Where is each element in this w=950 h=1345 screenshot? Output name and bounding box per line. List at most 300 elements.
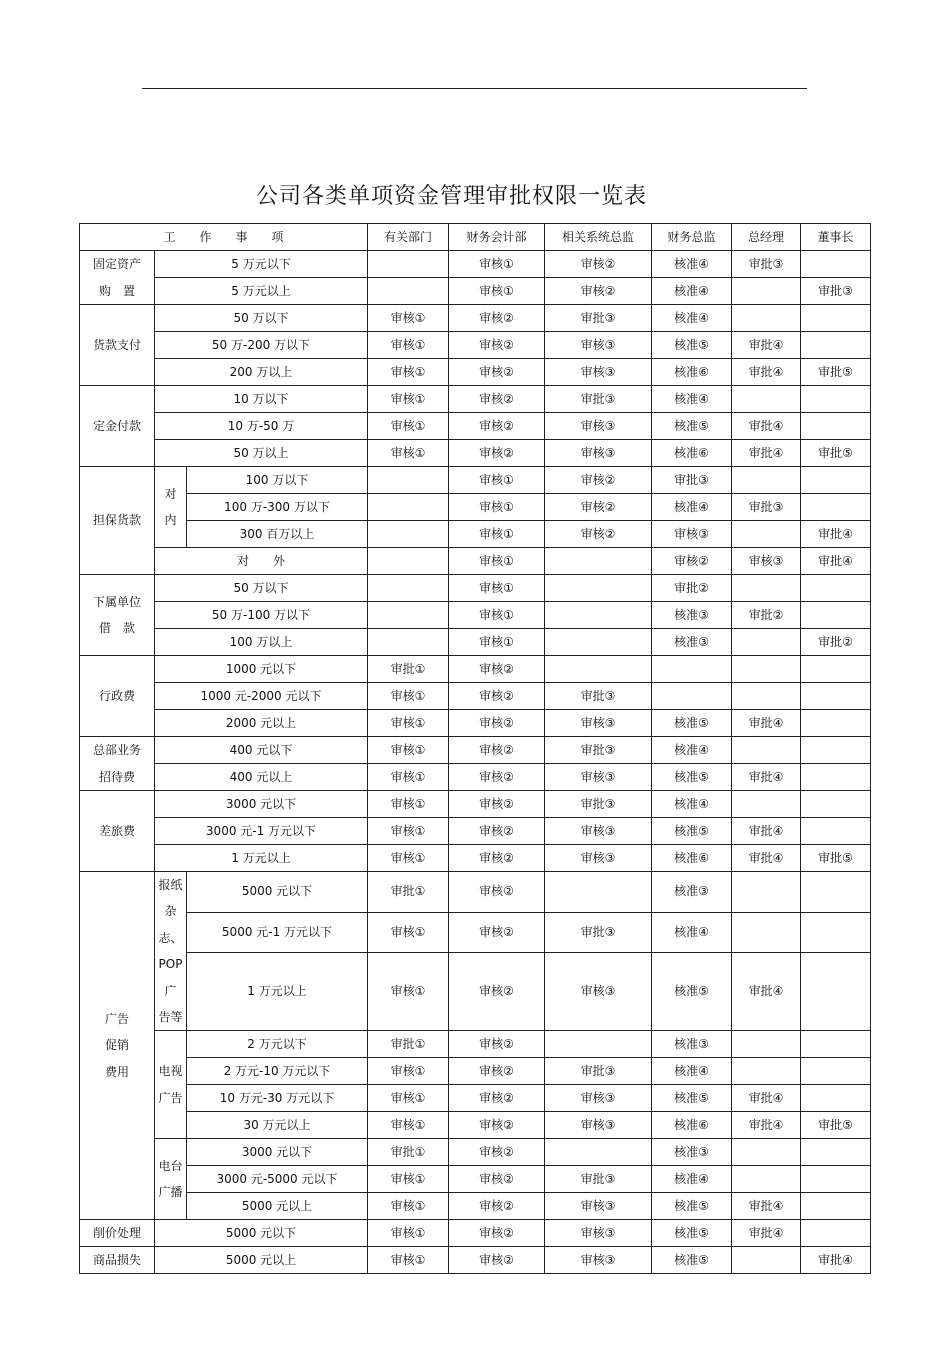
table-row [80,386,871,413]
table-cell: 审批④ [801,521,871,548]
table-cell [732,791,801,818]
table-cell: 1000 元以下 [155,656,368,683]
top-rule [142,88,807,89]
table-cell: 审核② [449,1058,545,1085]
table-cell: 行政费 [80,656,155,737]
table-cell: 审核① [368,1166,449,1193]
table-cell [368,548,449,575]
table-cell: 审批④ [732,359,801,386]
table-cell: 审核② [449,413,545,440]
table-cell: 300 百万以上 [187,521,368,548]
table-row [80,912,871,953]
table-cell: 审核① [368,386,449,413]
table-row [80,1085,871,1112]
table-cell: 审核② [449,359,545,386]
table-cell [732,575,801,602]
table-cell: 审核③ [545,413,652,440]
table-cell: 2000 元以上 [155,710,368,737]
table-row [80,575,871,602]
table-cell: 货款支付 [80,305,155,386]
table-cell [545,602,652,629]
table-cell [368,278,449,305]
table-body [80,251,871,1274]
table-cell: 核准⑤ [652,332,732,359]
table-cell: 对 内 [155,467,187,548]
table-cell [545,629,652,656]
table-cell: 审核① [368,912,449,953]
table-cell: 10 万-50 万 [155,413,368,440]
table-cell: 审核① [449,548,545,575]
table-cell: 核准④ [652,912,732,953]
table-cell: 固定资产 购 置 [80,251,155,305]
table-cell: 审核③ [545,1193,652,1220]
table-cell: 5000 元以下 [187,872,368,913]
table-cell: 核准⑤ [652,1085,732,1112]
table-cell: 审核① [368,845,449,872]
table-cell: 审批④ [732,1220,801,1247]
table-cell [801,912,871,953]
table-cell [732,683,801,710]
table-cell [732,1166,801,1193]
table-cell [801,1193,871,1220]
table-cell: 审核③ [652,521,732,548]
table-cell: 审核② [449,912,545,953]
table-cell: 审批④ [732,1112,801,1139]
table-cell: 审核① [368,953,449,1031]
table-cell: 5000 元以上 [155,1247,368,1274]
table-cell: 审批④ [732,818,801,845]
table-cell: 审批③ [545,1166,652,1193]
table-cell [801,305,871,332]
table-cell: 5 万元以上 [155,278,368,305]
table-cell: 核准⑤ [652,764,732,791]
table-cell: 审核① [449,602,545,629]
table-cell: 核准④ [652,386,732,413]
table-row [80,737,871,764]
table-cell: 审核② [449,764,545,791]
table-cell: 审批③ [545,912,652,953]
header-cell-cfo: 财务总监 [652,224,732,251]
table-cell: 核准⑥ [652,359,732,386]
table-cell: 审核① [368,305,449,332]
table-cell [801,791,871,818]
table-cell: 审核① [449,494,545,521]
table-cell: 审核② [545,278,652,305]
table-cell: 审批③ [801,278,871,305]
table-cell: 200 万以上 [155,359,368,386]
table-cell [545,1139,652,1166]
table-cell: 审核② [449,656,545,683]
table-cell [801,332,871,359]
table-row [80,764,871,791]
table-row [80,602,871,629]
table-cell [545,575,652,602]
table-row [80,1112,871,1139]
table-cell: 审批① [368,872,449,913]
table-cell: 审核③ [545,764,652,791]
table-cell [801,818,871,845]
table-cell [652,656,732,683]
table-cell: 审核③ [545,1247,652,1274]
table-cell [801,602,871,629]
table-cell [732,1031,801,1058]
table-cell [801,575,871,602]
table-cell: 2 万元-10 万元以下 [187,1058,368,1085]
table-row [80,440,871,467]
table-cell [732,1139,801,1166]
table-cell: 核准③ [652,1139,732,1166]
approval-authority-table [79,223,871,1274]
table-cell: 5000 元-1 万元以下 [187,912,368,953]
table-cell: 定金付款 [80,386,155,467]
table-cell [545,1031,652,1058]
table-cell: 审核① [449,278,545,305]
table-cell: 审核③ [545,1220,652,1247]
table-cell: 3000 元-1 万元以下 [155,818,368,845]
table-cell: 审批① [368,656,449,683]
table-cell: 1000 元-2000 元以下 [155,683,368,710]
table-cell: 核准⑥ [652,1112,732,1139]
table-cell [368,629,449,656]
table-cell: 核准④ [652,1166,732,1193]
table-cell [368,521,449,548]
table-cell: 核准④ [652,494,732,521]
table-cell: 3000 元以下 [155,791,368,818]
table-row [80,1193,871,1220]
table-cell: 审核① [368,737,449,764]
table-row [80,872,871,913]
table-row [80,710,871,737]
table-cell [801,1085,871,1112]
table-row [80,413,871,440]
table-cell: 1 万元以上 [187,953,368,1031]
table-cell: 审批④ [732,845,801,872]
table-row [80,683,871,710]
table-cell [732,737,801,764]
table-cell [801,1220,871,1247]
table-cell: 审批① [368,1031,449,1058]
table-row [80,1166,871,1193]
header-row [80,224,871,251]
table-cell: 审批④ [732,953,801,1031]
table-cell [801,251,871,278]
table-cell: 审核② [449,305,545,332]
table-cell [368,602,449,629]
table-cell: 审核① [368,1112,449,1139]
table-cell: 审核② [449,791,545,818]
table-cell: 核准④ [652,791,732,818]
table-row [80,548,871,575]
table-cell: 审核① [368,359,449,386]
table-row [80,359,871,386]
table-cell: 审批③ [545,305,652,332]
table-cell: 审批④ [732,1193,801,1220]
table-cell [732,872,801,913]
table-cell: 审批④ [732,332,801,359]
table-cell: 审核② [449,332,545,359]
table-cell: 10 万元-30 万元以下 [187,1085,368,1112]
table-cell: 审核③ [545,359,652,386]
table-cell [368,467,449,494]
table-row [80,332,871,359]
header-cell-related-dept: 有关部门 [368,224,449,251]
table-cell: 商品损失 [80,1247,155,1274]
table-cell: 3000 元-5000 元以下 [187,1166,368,1193]
table-cell [732,629,801,656]
table-cell: 审核① [449,521,545,548]
table-cell: 核准⑥ [652,440,732,467]
header-cell-system-director: 相关系统总监 [545,224,652,251]
table-cell: 审核② [449,1247,545,1274]
table-cell: 400 元以下 [155,737,368,764]
table-cell: 电视 广告 [155,1031,187,1139]
table-cell: 审批② [652,575,732,602]
table-cell [732,305,801,332]
table-cell: 100 万以下 [187,467,368,494]
table-cell: 审核③ [545,710,652,737]
table-cell: 审核② [449,1166,545,1193]
table-cell: 50 万-200 万以下 [155,332,368,359]
table-cell: 审核② [449,818,545,845]
header-cell-chairman: 董事长 [801,224,871,251]
table-cell: 审核① [368,683,449,710]
table-row [80,953,871,1031]
table-cell: 审核② [449,710,545,737]
table-cell: 50 万以下 [155,575,368,602]
table-cell: 核准⑤ [652,413,732,440]
table-row [80,521,871,548]
table-cell [545,656,652,683]
table-cell: 审批⑤ [801,1112,871,1139]
table-cell [801,953,871,1031]
header-cell-work-item: 工 作 事 项 [80,224,368,251]
table-row [80,818,871,845]
table-cell: 100 万以上 [155,629,368,656]
table-cell: 核准⑤ [652,818,732,845]
table-cell: 审核① [368,1220,449,1247]
table-cell: 审核③ [545,845,652,872]
table-cell: 审核① [449,575,545,602]
table-cell [801,386,871,413]
table-cell: 核准⑤ [652,1220,732,1247]
table-cell: 审核① [368,791,449,818]
table-cell: 差旅费 [80,791,155,872]
table-row [80,1139,871,1166]
table-cell: 审核② [545,521,652,548]
table-cell: 审核① [368,1247,449,1274]
table-cell: 审核① [368,332,449,359]
table-cell [801,1139,871,1166]
table-cell: 审核② [449,953,545,1031]
table-cell: 50 万以下 [155,305,368,332]
table-cell [732,1247,801,1274]
table-cell: 审核① [449,629,545,656]
table-cell: 报纸杂 志、 POP 广 告等 [155,872,187,1031]
table-row [80,305,871,332]
table-cell: 审核① [368,440,449,467]
table-cell: 审核③ [545,1085,652,1112]
table-cell: 2 万元以下 [187,1031,368,1058]
table-cell: 审核③ [545,332,652,359]
table-cell: 50 万以上 [155,440,368,467]
table-cell [801,872,871,913]
table-cell: 审批③ [545,791,652,818]
table-cell: 审批③ [545,386,652,413]
table-cell [732,1058,801,1085]
table-cell [801,1166,871,1193]
table-cell: 审核③ [545,953,652,1031]
table-cell [801,737,871,764]
table-cell: 核准⑤ [652,953,732,1031]
table-cell: 50 万-100 万以下 [155,602,368,629]
table-cell [732,278,801,305]
table-cell: 审核① [368,413,449,440]
table-cell: 5000 元以上 [187,1193,368,1220]
table-cell: 核准③ [652,872,732,913]
table-cell: 核准⑥ [652,845,732,872]
table-cell: 100 万-300 万以下 [187,494,368,521]
table-cell: 审批④ [732,764,801,791]
table-cell: 审核② [449,1031,545,1058]
table-row [80,1247,871,1274]
table-cell [801,656,871,683]
table-cell: 审核① [368,710,449,737]
table-cell: 审核② [449,1139,545,1166]
table-cell: 审核① [368,1193,449,1220]
table-cell: 削价处理 [80,1220,155,1247]
table-cell: 审核① [368,764,449,791]
table-cell [545,872,652,913]
header-cell-finance-accounting: 财务会计部 [449,224,545,251]
table-cell: 下属单位 借 款 [80,575,155,656]
table-cell: 审核③ [545,818,652,845]
table-cell: 审核② [449,1112,545,1139]
table-cell: 审核③ [732,548,801,575]
table-row [80,1031,871,1058]
table-cell: 审核② [545,494,652,521]
table-cell: 审核② [652,548,732,575]
table-cell [368,494,449,521]
table-cell [368,251,449,278]
table-cell: 核准⑤ [652,1193,732,1220]
table-cell [801,683,871,710]
table-cell: 审核② [449,1220,545,1247]
table-cell: 担保货款 [80,467,155,575]
table-cell: 审批④ [732,1085,801,1112]
table-cell: 审核① [368,818,449,845]
table-row [80,1220,871,1247]
table-cell: 核准④ [652,278,732,305]
table-cell: 审批④ [732,710,801,737]
table-row [80,278,871,305]
table-cell: 审批③ [732,251,801,278]
table-cell: 审批⑤ [801,440,871,467]
table-cell: 对 外 [155,548,368,575]
table-cell: 审核① [449,251,545,278]
table-cell: 审核② [449,683,545,710]
table-cell: 广告 促销 费用 [80,872,155,1220]
table-cell: 10 万以下 [155,386,368,413]
document-title: 公司各类单项资金管理审批权限一览表 [255,184,647,209]
table-cell: 审核② [545,251,652,278]
table-cell: 审核② [449,1085,545,1112]
table-cell: 核准⑤ [652,1247,732,1274]
table-cell: 400 元以上 [155,764,368,791]
table-cell [545,548,652,575]
table-cell: 审批③ [545,683,652,710]
table-cell: 5 万元以下 [155,251,368,278]
table-cell: 审批④ [732,440,801,467]
table-cell: 总部业务 招待费 [80,737,155,791]
table-cell: 核准③ [652,629,732,656]
table-cell [732,656,801,683]
table-cell: 审批③ [545,737,652,764]
table-cell: 30 万元以上 [187,1112,368,1139]
table-cell: 审核① [368,1085,449,1112]
table-cell [732,467,801,494]
table-cell: 审批② [801,629,871,656]
table-cell: 审核① [368,1058,449,1085]
table-cell [801,710,871,737]
table-cell: 审批③ [732,494,801,521]
table-cell: 审批⑤ [801,845,871,872]
table-cell: 审批③ [545,1058,652,1085]
table-cell: 5000 元以下 [155,1220,368,1247]
table-cell: 核准③ [652,602,732,629]
table-row [80,845,871,872]
table-cell: 核准④ [652,251,732,278]
table-cell: 1 万元以上 [155,845,368,872]
table-cell [732,521,801,548]
table-cell: 核准④ [652,737,732,764]
table-cell: 核准⑤ [652,710,732,737]
table-row [80,467,871,494]
table-cell: 审批③ [652,467,732,494]
header-cell-general-manager: 总经理 [732,224,801,251]
table-cell: 审批⑤ [801,359,871,386]
table-cell: 审批① [368,1139,449,1166]
table-cell: 审批④ [801,1247,871,1274]
table-cell: 3000 元以下 [187,1139,368,1166]
table-cell: 审批④ [801,548,871,575]
table-cell: 核准④ [652,305,732,332]
table-cell [801,467,871,494]
table-cell: 审核② [449,845,545,872]
table-cell [801,1031,871,1058]
table-row [80,791,871,818]
table-cell [652,683,732,710]
table-row [80,1058,871,1085]
table-cell: 电台 广播 [155,1139,187,1220]
table-row [80,629,871,656]
table-cell [801,494,871,521]
table-row [80,656,871,683]
table-cell: 审批② [732,602,801,629]
table-cell: 审批④ [732,413,801,440]
table-cell: 审核② [449,440,545,467]
table-cell: 核准④ [652,1058,732,1085]
table-cell [368,575,449,602]
table-row [80,251,871,278]
table-cell: 审核② [545,467,652,494]
table-cell: 审核② [449,872,545,913]
table-cell: 审核② [449,1193,545,1220]
table-cell: 审核① [449,467,545,494]
table-cell [801,764,871,791]
table-cell: 核准③ [652,1031,732,1058]
table-cell [732,386,801,413]
table-cell: 审核② [449,386,545,413]
